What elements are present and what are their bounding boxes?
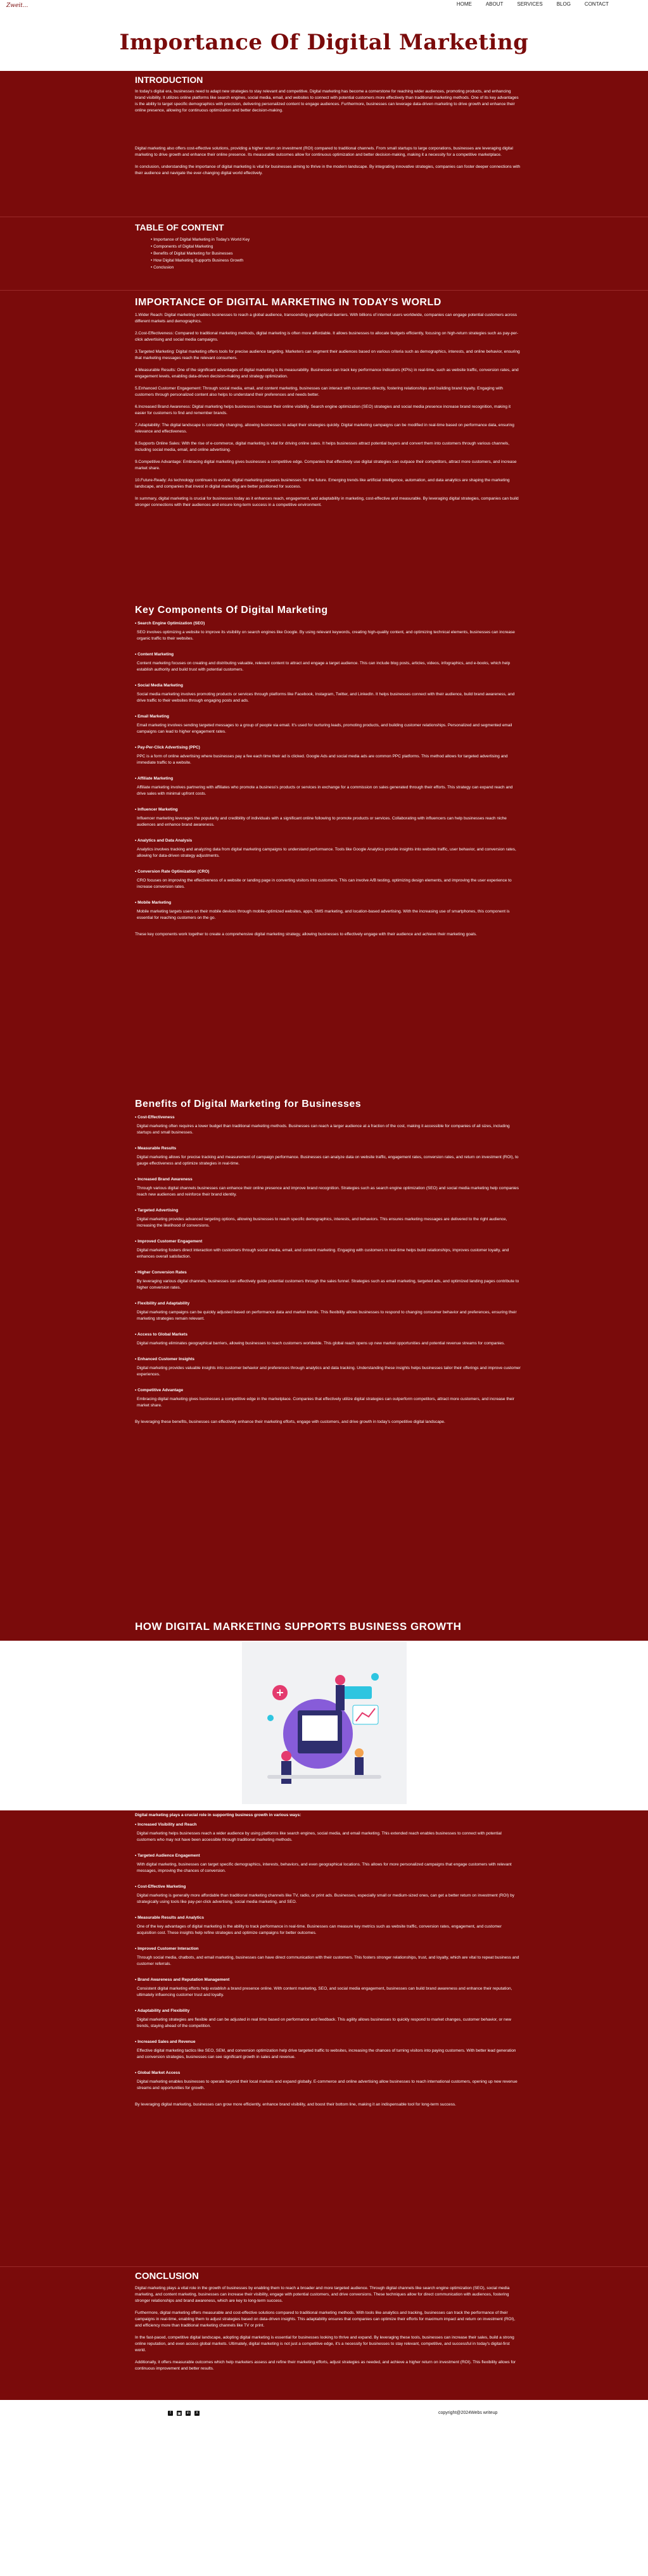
component-body: SEO involves optimizing a website to improve its visibility on search engines like Google. By using relevant keywords, creating high-quality content, and optimizing technical elements, businesses can increase organic traffic to their websites. xyxy=(137,630,515,641)
growth-heading-item: • Global Market Access xyxy=(135,2071,181,2075)
growth-heading-item: • Increased Sales and Revenue xyxy=(135,2040,196,2044)
illustration-graphic xyxy=(242,1642,407,1804)
site-footer xyxy=(0,2400,648,2425)
social-links xyxy=(168,2411,200,2416)
growth-section xyxy=(0,1810,648,2266)
site-logo[interactable]: Zweit... xyxy=(6,3,29,9)
growth-heading-item: • Targeted Audience Engagement xyxy=(135,1853,200,1858)
growth-body: Digital marketing is generally more affordable than traditional marketing channels like TV, radio, or print ads. Businesses, especially small or medium-sized ones, can get a better return on investment (ROI) by strategically using tools like pay-per-click advertising, social media marketing, and SEO. xyxy=(137,1893,515,1904)
growth-body: With digital marketing, businesses can target specific demographics, interests, behaviors, and even geographical locations. This allows for more personalized campaigns that engage customers with relevant messages, improving the chances of conversion. xyxy=(137,1862,512,1873)
benefit-heading: • Improved Customer Engagement xyxy=(135,1239,203,1244)
importance-point: 1.Wider Reach: Digital marketing enables businesses to reach a global audience, transcending geographical barriers. With billions of internet users worldwide, companies can engage potential customers across different markets and demographics. xyxy=(135,313,518,324)
toc-item[interactable]: • Conclusion xyxy=(151,264,521,271)
benefit-body: Digital marketing eliminates geographical barriers, allowing businesses to reach customers worldwide. This global reach opens up new market opportunities and potential revenue streams for companies. xyxy=(137,1341,505,1346)
intro-para: In today's digital era, businesses need to adapt new strategies to stay relevant and competitive. Digital marketing has become a cornerstone for reaching wider audiences, promoting products, and enhancing brand visibility. It utilizes online platforms like search engines, social media, email, and websites to connect with potential customers more effectively than traditional marketing methods. One of its key advantages is the ability to target specific demographics with precision, delivering personalized content to engage audiences. Furthermore, businesses can leverage data-driven marketing to drive growth and enhance their online presence, allowing for continuous optimization and better decision-making. xyxy=(135,89,519,113)
toc-item[interactable]: • Components of Digital Marketing xyxy=(151,243,521,250)
benefit-body: Digital marketing allows for precise tracking and measurement of campaign performance. Businesses can analyze data on website traffic, engagement rates, conversion rates, and return on investment (ROI), to gauge effectiveness and optimize strategies in real-time. xyxy=(137,1155,519,1166)
component-heading: • Affiliate Marketing xyxy=(135,776,174,781)
growth-heading-item: • Adaptability and Flexibility xyxy=(135,2009,190,2013)
facebook-icon[interactable]: f xyxy=(168,2411,173,2416)
growth-heading-item: • Measurable Results and Analytics xyxy=(135,1916,204,1920)
importance-point: 2.Cost-Effectiveness: Compared to traditional marketing methods, digital marketing is often more affordable. It allows businesses to allocate budgets efficiently, focusing on high-return strategies such as pay-per-click advertising and social media campaigns. xyxy=(135,331,519,342)
linkedin-icon[interactable]: in xyxy=(186,2411,190,2415)
top-navbar xyxy=(0,0,648,14)
benefit-heading: • Competitive Advantage xyxy=(135,1388,184,1392)
article-body xyxy=(0,71,648,1641)
illustration-section xyxy=(0,1641,648,1805)
importance-heading: IMPORTANCE OF DIGITAL MARKETING IN TODAY'S WORLD xyxy=(135,297,442,308)
component-heading: • Influencer Marketing xyxy=(135,807,178,812)
main-menu xyxy=(457,1,609,7)
importance-point: 7.Adaptability: The digital landscape is constantly changing, allowing businesses to adapt their strategies quickly. Digital marketing campaigns can be modified in real-time based on performance data, ensuring relevance and effectiveness. xyxy=(135,423,514,434)
digital-marketing-illustration xyxy=(242,1642,407,1804)
copyright-text: copyright@2024Webs writeup xyxy=(438,2411,498,2415)
component-heading: • Social Media Marketing xyxy=(135,683,183,688)
benefit-body: Digital marketing provides valuable insights into customer behavior and preferences through analytics and data tracking. Understanding these insights helps businesses tailor their offerings and improve customer experiences. xyxy=(137,1366,521,1377)
component-heading: • Search Engine Optimization (SEO) xyxy=(135,621,205,626)
conclusion-para: Digital marketing plays a vital role in the growth of businesses by enabling them to reach a broader and more targeted audience. Through digital channels like search engine optimization (SEO), social media marketing, and content marketing, businesses can increase their visibility, engage with potential customers, and drive conversions. These techniques allow for direct communication with audiences, fostering stronger relationships and brand awareness, which are key to long-term success. xyxy=(135,2286,510,2303)
benefit-heading: • Higher Conversion Rates xyxy=(135,1270,187,1275)
growth-body: Digital marketing helps businesses reach a wider audience by using platforms like search engines, social media, and email marketing. This extended reach enables businesses to connect with potential customers who may not have been accessible through traditional marketing methods. xyxy=(137,1831,502,1842)
benefit-body: Digital marketing provides advanced targeting options, allowing businesses to reach specific demographics, interests, and behaviors. This ensures marketing messages are delivered to the right audience, increasing the likelihood of conversions. xyxy=(137,1217,507,1228)
conclusion-para: In the fast-paced, competitive digital landscape, adopting digital marketing is essential for businesses looking to thrive and expand. By leveraging these tools, businesses can increase their sales, build a strong online reputation, and even access global markets. Ultimately, digital marketing is not just a competitive edge, it's a necessity for businesses to stay relevant, competitive, and successful in today's digital-first world. xyxy=(135,2335,514,2352)
importance-summary: In summary, digital marketing is crucial for businesses today as it enhances reach, engagement, and adaptability in marketing, cost-effective and measurable. By leveraging digital strategies, companies can build stronger connections with their audiences and ensure long-term success in a competitive environment. xyxy=(135,496,519,507)
nav-about[interactable]: ABOUT xyxy=(485,1,504,7)
x-twitter-icon[interactable]: X xyxy=(195,2411,198,2415)
growth-closing: By leveraging digital marketing, businesses can grow more efficiently, enhance brand visibility, and boost their bottom line, making it an indispensable tool for long-term success. xyxy=(135,2102,456,2107)
component-heading: • Pay-Per-Click Advertising (PPC) xyxy=(135,745,200,750)
benefit-heading: • Increased Brand Awareness xyxy=(135,1177,193,1182)
benefit-body: By leveraging various digital channels, businesses can effectively guide potential customers through the sales funnel. Strategies such as email marketing, targeted ads, and optimized landing pages contribute to higher conversion rates. xyxy=(137,1279,519,1290)
components-closing: These key components work together to create a comprehensive digital marketing strategy, allowing businesses to effectively engage with their audience and achieve their marketing goals. xyxy=(135,932,477,937)
article-body-continued xyxy=(0,1810,648,2400)
benefit-body: Digital marketing campaigns can be quickly adjusted based on performance data and market trends. This flexibility allows businesses to respond to changing consumer behavior and preferences, ensuring their marketing strategies remain relevant. xyxy=(137,1310,517,1321)
growth-body: One of the key advantages of digital marketing is the ability to track performance in real-time. Businesses can measure key metrics such as website traffic, conversion rates, engagement, and customer acquisition cost. These insights help refine strategies and optimize campaigns for better outcomes. xyxy=(137,1924,502,1935)
benefit-heading: • Enhanced Customer Insights xyxy=(135,1357,195,1361)
nav-contact[interactable]: CONTACT xyxy=(584,1,609,7)
component-heading: • Conversion Rate Optimization (CRO) xyxy=(135,869,210,874)
component-heading: • Content Marketing xyxy=(135,652,174,657)
benefit-heading: • Access to Global Markets xyxy=(135,1332,187,1337)
component-body: CRO focuses on improving the effectiveness of a website or landing page in converting visitors into customers. This can involve A/B testing, optimizing design elements, and improving the user experience to increase conversion rates. xyxy=(137,878,512,889)
page-bottom-space xyxy=(0,2425,648,2576)
toc-item[interactable]: • How Digital Marketing Supports Business Growth xyxy=(151,257,521,264)
intro-section xyxy=(0,71,648,217)
growth-heading-item: • Improved Customer Interaction xyxy=(135,1947,199,1951)
components-heading: Key Components Of Digital Marketing xyxy=(135,605,328,616)
importance-point: 9.Competitive Advantage: Embracing digital marketing gives businesses a competitive edge. Companies that effectively use digital strategies can outpace their competitors, attract more customers, and increase market share. xyxy=(135,460,517,470)
benefit-body: Through various digital channels businesses can enhance their online presence and improve brand recognition. Strategies such as search engine optimization (SEO) and social media marketing help companies reach new audiences and reinforce their brand identity. xyxy=(137,1186,519,1197)
benefit-body: Embracing digital marketing gives businesses a competitive edge in the marketplace. Companies that effectively utilize digital strategies can outperform competitors, attract more customers, and increase their market share. xyxy=(137,1397,514,1408)
benefit-body: Digital marketing often requires a lower budget than traditional marketing methods. Businesses can reach a larger audience at a fraction of the cost, making it accessible for companies of all sizes, including startups and small businesses. xyxy=(137,1124,510,1135)
intro-heading: INTRODUCTION xyxy=(135,75,203,85)
component-heading: • Email Marketing xyxy=(135,714,169,719)
component-body: Analytics involves tracking and analyzing data from digital marketing campaigns to understand performance. Tools like Google Analytics provide insights into website traffic, user behavior, and conversion rates, allowing for data-driven strategy adjustments. xyxy=(137,847,516,858)
toc-heading: TABLE OF CONTENT xyxy=(135,222,224,232)
conclusion-para: Furthermore, digital marketing offers measurable and cost-effective solutions compared to traditional marketing methods. With tools like analytics and tracking, businesses can track the performance of their campaigns in real-time, enabling them to adjust strategies based on data-driven insights. This adaptability ensures that companies can optimize their efforts for maximum impact and return on investment (ROI), and efficiency more than traditional marketing channels like TV or print. xyxy=(135,2311,516,2328)
intro-para: Digital marketing also offers cost-effective solutions, providing a higher return on investment (ROI) compared to traditional channels. From small startups to large corporations, businesses are leveraging digital marketing to drive growth and enhance their online presence. Its measurable outcomes allow for continuous optimization and better decision-making, making it a necessity for a competitive marketplace. xyxy=(135,146,513,157)
component-body: Influencer marketing leverages the popularity and credibility of individuals with a significant online following to promote products or services. Collaborating with influencers can help businesses reach niche audiences and enhance brand awareness. xyxy=(137,816,507,827)
toc-item[interactable]: • Benefits of Digital Marketing for Businesses xyxy=(151,250,521,257)
growth-heading-item: • Increased Visibility and Reach xyxy=(135,1822,197,1827)
component-body: PPC is a form of online advertising where businesses pay a fee each time their ad is clicked. Google Ads and social media ads are common PPC platforms. This method allows for targeted advertising and immediate traffic to a website. xyxy=(137,754,508,765)
importance-point: 3.Targeted Marketing: Digital marketing offers tools for precise audience targeting. Marketers can segment their audiences based on various criteria such as demographics, interests, and online behavior, ensuring that marketing messages reach the relevant consumers. xyxy=(135,350,520,360)
growth-body: Effective digital marketing tactics like SEO, SEM, and conversion optimization help drive targeted traffic to websites, increasing the chances of turning visitors into paying customers. With better lead generation and conversion strategies, businesses can see significant growth in sales and revenue. xyxy=(137,2049,516,2059)
benefits-heading: Benefits of Digital Marketing for Businesses xyxy=(135,1099,362,1109)
growth-body: Digital marketing strategies are flexible and can be adjusted in real time based on performance and feedback. This agility allows businesses to quickly respond to market changes, customer behavior, or new trends, staying ahead of the competition. xyxy=(137,2017,511,2028)
component-heading: • Analytics and Data Analysis xyxy=(135,838,193,843)
intro-para: In conclusion, understanding the importance of digital marketing is vital for businesses aiming to thrive in the modern landscape. By integrating innovative strategies, companies can foster deeper connections with their audience and navigate the ever-changing digital world effectively. xyxy=(135,165,521,175)
benefit-body: Digital marketing fosters direct interaction with customers through social media, email, and content marketing. Engaging with customers in real-time helps build relationships, improves customer loyalty, and enhances overall satisfaction. xyxy=(137,1248,509,1259)
importance-point: 6.Increased Brand Awareness: Digital marketing helps businesses increase their online visibility. Search engine optimization (SEO) strategies and social media presence increase brand recognition, making it easier for customers to find and remember brands. xyxy=(135,405,511,415)
growth-heading-item: • Brand Awareness and Reputation Management xyxy=(135,1978,230,1982)
importance-point: 8.Supports Online Sales: With the rise of e-commerce, digital marketing is vital for driving online sales. It helps businesses attract potential buyers and convert them into customers through various channels, including social media, email, and online advertising. xyxy=(135,441,510,452)
benefit-heading: • Cost-Effectiveness xyxy=(135,1115,175,1120)
nav-home[interactable]: HOME xyxy=(456,1,472,7)
hero-banner xyxy=(0,14,648,71)
benefit-heading: • Flexibility and Adaptability xyxy=(135,1301,190,1306)
component-heading: • Mobile Marketing xyxy=(135,900,172,905)
nav-services[interactable]: SERVICES xyxy=(517,1,543,7)
benefit-heading: • Measurable Results xyxy=(135,1146,177,1151)
growth-lead: Digital marketing plays a crucial role in supporting business growth in various ways: xyxy=(135,1813,302,1817)
components-section xyxy=(0,601,648,1095)
growth-heading-item: • Cost-Effective Marketing xyxy=(135,1885,186,1889)
nav-blog[interactable]: BLOG xyxy=(556,1,571,7)
component-body: Content marketing focuses on creating and distributing valuable, relevant content to attract and engage a target audience. This can include blog posts, articles, videos, infographics, and e-books, which help establish authority and build trust with potential customers. xyxy=(137,661,511,672)
component-body: Email marketing involves sending targeted messages to a group of people via email. It's used for nurturing leads, promoting products, and building customer relationships. Personalized and segmented email campaigns can lead to higher engagement rates. xyxy=(137,723,512,734)
page-title: Importance Of Digital Marketing xyxy=(119,30,529,55)
benefits-section xyxy=(0,1095,648,1608)
importance-point: 5.Enhanced Customer Engagement: Through social media, email, and content marketing, businesses can interact with customers directly, fostering relationships and building brand loyalty. Engaging with customers through personalized content also helps to understand their preferences and needs better. xyxy=(135,386,503,397)
conclusion-heading: CONCLUSION xyxy=(135,2271,199,2282)
conclusion-para: Additionally, it offers measurable outcomes which help marketers assess and refine their marketing efforts, adjust strategies as needed, and achieve a higher return on investment (ROI). This flexibility allows for continuous improvement and better results. xyxy=(135,2360,516,2371)
importance-point: 10.Future-Ready: As technology continues to evolve, digital marketing prepares businesses for the future. Emerging trends like artificial intelligence, automation, and data analytics are shaping the marketing landscape, and companies that invest in digital marketing are better positioned for success. xyxy=(135,478,510,489)
conclusion-section xyxy=(0,2267,648,2400)
toc-section xyxy=(0,217,648,290)
importance-point: 4.Measurable Results: One of the significant advantages of digital marketing is its measurability. Businesses can track key performance indicators (KPIs) in real-time, such as website traffic, conversion rates, and engagement levels, enabling data-driven decision-making and strategy optimization. xyxy=(135,368,519,379)
toc-list xyxy=(135,236,521,271)
growth-title-section xyxy=(0,1608,648,1641)
component-body: Mobile marketing targets users on their mobile devices through mobile-optimized websites, apps, SMS marketing, and location-based advertising. With the increasing use of smartphones, this component is essential for reaching customers on the go. xyxy=(137,909,510,920)
growth-heading: HOW DIGITAL MARKETING SUPPORTS BUSINESS GROWTH xyxy=(135,1620,462,1632)
growth-body: Digital marketing enables businesses to operate beyond their local markets and expand globally. E-commerce and online advertising allow businesses to reach international customers, opening up new revenue streams and opportunities for growth. xyxy=(137,2080,518,2090)
growth-body: Through social media, chatbots, and email marketing, businesses can have direct communication with their customers. This fosters stronger relationships, trust, and loyalty, which are vital to repeat business and customer referrals. xyxy=(137,1955,519,1966)
growth-body: Consistent digital marketing efforts help establish a brand presence online. With content marketing, SEO, and social media engagement, businesses can build brand awareness and enhance their reputation, ultimately influencing customer trust and loyalty. xyxy=(137,1986,512,1997)
benefits-closing: By leveraging these benefits, businesses can effectively enhance their marketing efforts, engage with customers, and drive growth in today's competitive digital landscape. xyxy=(135,1420,445,1424)
toc-item[interactable]: • Importance of Digital Marketing in Today's World Key xyxy=(151,236,521,243)
importance-section xyxy=(0,291,648,601)
component-body: Affiliate marketing involves partnering with affiliates who promote a business's products or services in exchange for a commission on sales generated through their efforts. This strategy can expand reach and drive sales with minimal upfront costs. xyxy=(137,785,513,796)
instagram-icon[interactable]: ▣ xyxy=(177,2411,181,2416)
component-body: Social media marketing involves promoting products or services through platforms like Facebook, Instagram, Twitter, and LinkedIn. It helps businesses connect with their audience, build brand awareness, and drive traffic to their websites through engaging posts and ads. xyxy=(137,692,515,703)
benefit-heading: • Targeted Advertising xyxy=(135,1208,179,1213)
